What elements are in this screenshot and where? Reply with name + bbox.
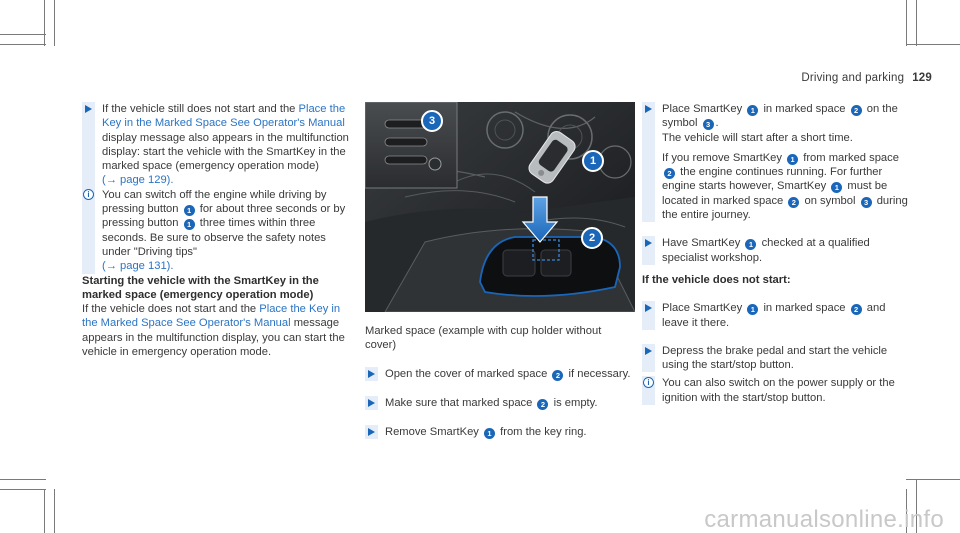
crop-mark bbox=[0, 489, 46, 490]
section-heading: Starting the vehicle with the SmartKey in the marked space (emergency operation mode) bbox=[82, 274, 319, 301]
callout-badge-1: 1 bbox=[747, 304, 758, 315]
step-subtext: If you remove SmartKey 1 from marked space 2 the engine continues running. For further engine starts however, SmartKey 1 must be located in marked space 2 on symbol 3 during the entire journey. bbox=[662, 151, 908, 222]
callout-3: 3 bbox=[421, 110, 443, 132]
info-icon: i bbox=[83, 189, 94, 200]
info-note bbox=[82, 188, 354, 274]
arrow-right-icon bbox=[368, 370, 375, 378]
callout-badge-1: 1 bbox=[831, 182, 842, 193]
arrow-right-icon bbox=[368, 399, 375, 407]
crop-mark bbox=[0, 44, 46, 45]
instruction-step bbox=[642, 344, 914, 373]
step-marker-bar bbox=[642, 236, 655, 265]
arrow-right-icon bbox=[645, 105, 652, 113]
step-text: Place SmartKey 1 in marked space 2 on the symbol 3 . The vehicle will start after a short time. If you remove SmartKey 1 from marked space 2 the engine continues running. For further engine starts however, SmartKey 1 must be located in marked space 2 on symbol 3 during the entire journey. bbox=[662, 102, 914, 222]
crop-mark bbox=[44, 0, 45, 46]
instruction-step bbox=[642, 301, 914, 330]
instruction-step bbox=[365, 367, 635, 381]
page-reference-link[interactable]: (→ page 131). bbox=[102, 260, 174, 273]
note-marker-bar bbox=[82, 188, 95, 274]
callout-badge-1: 1 bbox=[184, 205, 195, 216]
column-right bbox=[642, 102, 914, 405]
callout-badge-2: 2 bbox=[537, 399, 548, 410]
instruction-step bbox=[365, 396, 635, 410]
crop-mark bbox=[916, 0, 917, 46]
column-middle bbox=[365, 102, 635, 439]
instruction-step bbox=[642, 102, 914, 222]
instruction-step bbox=[642, 236, 914, 265]
step-marker-bar bbox=[642, 344, 655, 373]
crop-mark bbox=[906, 44, 960, 45]
callout-badge-1: 1 bbox=[787, 154, 798, 165]
step-text: If the vehicle still does not start and the Place the Key in the Marked Space See Operator's Manual display message also appears in the multifunction display: start the vehicle with the SmartKey in the marked space (emergency operation mode) (→ page 129). bbox=[102, 103, 349, 187]
crop-mark bbox=[0, 479, 46, 480]
step-text: Depress the brake pedal and start the vehicle using the start/stop button. bbox=[662, 344, 888, 372]
step-marker-bar bbox=[365, 396, 378, 410]
arrow-right-icon bbox=[85, 105, 92, 113]
display-message-link[interactable]: Place the Key in the Marked Space See Operator's Manual bbox=[102, 103, 346, 130]
display-message-link[interactable]: Place the Key in the Marked Space See Operator's Manual bbox=[82, 303, 341, 330]
crop-mark bbox=[0, 34, 46, 35]
step-marker-bar bbox=[82, 102, 95, 188]
step-text: Open the cover of marked space 2 if necessary. bbox=[385, 367, 631, 380]
note-marker-bar bbox=[642, 376, 655, 405]
arrow-right-icon bbox=[645, 239, 652, 247]
callout-badge-2: 2 bbox=[664, 168, 675, 179]
callout-badge-1: 1 bbox=[184, 219, 195, 230]
step-text: Remove SmartKey 1 from the key ring. bbox=[385, 426, 587, 439]
callout-2: 2 bbox=[581, 227, 603, 249]
instruction-step bbox=[365, 425, 635, 439]
info-icon: i bbox=[643, 377, 654, 388]
step-marker-bar bbox=[642, 301, 655, 330]
paragraph: If the vehicle does not start and the Place the Key in the Marked Space See Operator's Manual message appears in the multifunction display, you can start the vehicle in emergency operation mode. bbox=[82, 303, 345, 359]
note-text: You can also switch on the power supply or the ignition with the start/stop button. bbox=[662, 377, 895, 404]
crop-mark bbox=[906, 479, 960, 480]
crop-mark bbox=[906, 0, 907, 46]
callout-badge-3: 3 bbox=[703, 119, 714, 130]
callout-badge-2: 2 bbox=[851, 105, 862, 116]
step-marker-bar bbox=[365, 425, 378, 439]
arrow-right-icon bbox=[645, 347, 652, 355]
step-marker-bar bbox=[642, 102, 655, 222]
page-header bbox=[801, 71, 932, 85]
vehicle-console-figure bbox=[365, 102, 635, 312]
crop-mark bbox=[54, 0, 55, 46]
console-illustration bbox=[365, 102, 635, 312]
step-marker-bar bbox=[365, 367, 378, 381]
callout-badge-3: 3 bbox=[861, 197, 872, 208]
page-reference-link[interactable]: (→ page 129). bbox=[102, 174, 174, 187]
step-text: Make sure that marked space 2 is empty. bbox=[385, 396, 598, 409]
section-heading: If the vehicle does not start: bbox=[642, 273, 791, 286]
instruction-step bbox=[82, 102, 354, 188]
step-text: Have SmartKey 1 checked at a qualified specialist workshop. bbox=[662, 237, 870, 264]
callout-badge-1: 1 bbox=[745, 239, 756, 250]
callout-badge-1: 1 bbox=[747, 105, 758, 116]
callout-1: 1 bbox=[582, 150, 604, 172]
callout-badge-1: 1 bbox=[484, 428, 495, 439]
callout-badge-2: 2 bbox=[851, 304, 862, 315]
page-number: 129 bbox=[912, 72, 932, 84]
step-text: Place SmartKey 1 in marked space 2 and leave it there. bbox=[662, 302, 886, 329]
arrow-right-icon bbox=[645, 304, 652, 312]
callout-badge-2: 2 bbox=[788, 197, 799, 208]
watermark: carmanualsonline.info bbox=[704, 505, 944, 533]
column-left bbox=[82, 102, 354, 359]
info-note bbox=[642, 376, 914, 405]
crop-mark bbox=[44, 489, 45, 533]
arrow-right-icon bbox=[368, 428, 375, 436]
section-title: Driving and parking bbox=[801, 72, 905, 84]
note-text: You can switch off the engine while driving by pressing button 1 for about three seconds or by pressing button 1 three times within three seconds. Be sure to observe the safety notes under "Driving tips" (→ page 131). bbox=[102, 188, 346, 273]
callout-badge-2: 2 bbox=[552, 370, 563, 381]
figure-caption: Marked space (example with cup holder without cover) bbox=[365, 325, 602, 352]
crop-mark bbox=[54, 489, 55, 533]
